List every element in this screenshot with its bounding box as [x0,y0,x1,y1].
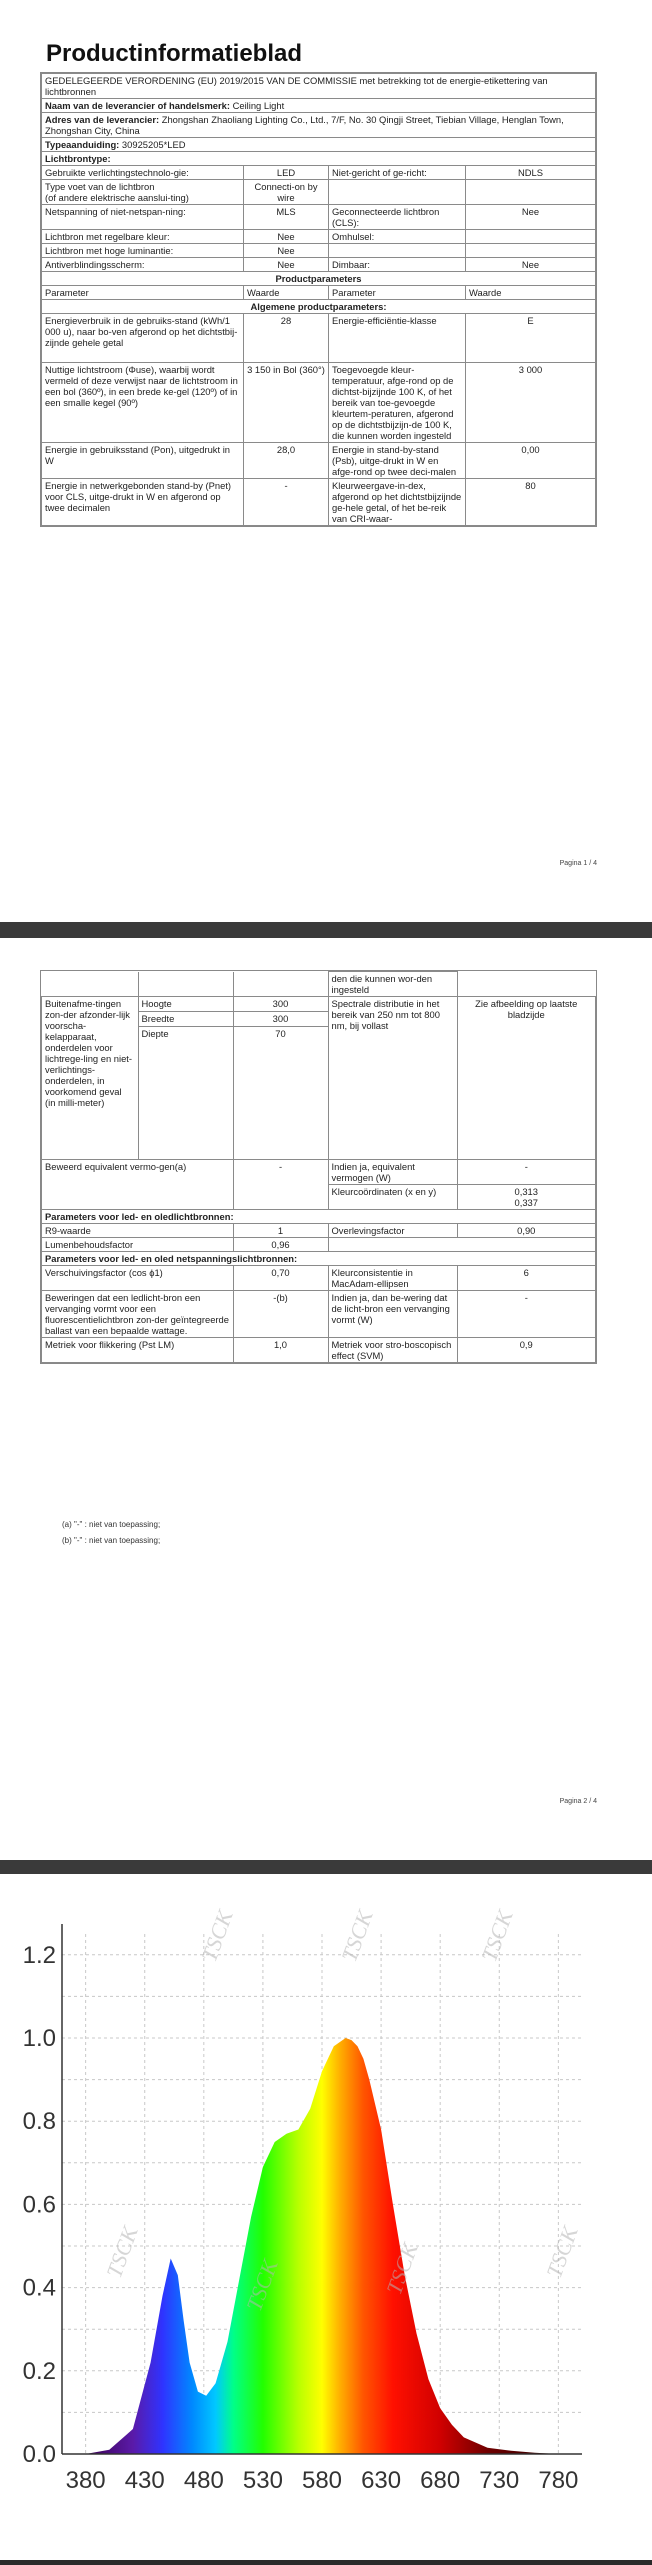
y-tick-label: 0.2 [22,2357,56,2385]
supplier-value: Ceiling Light [232,100,285,111]
cell: Geconnecteerde lichtbron (CLS): [329,205,466,230]
cell: 0,70 [233,1266,328,1291]
cell: Omhulsel: [329,230,466,244]
y-tick-label: 0.0 [22,2441,56,2468]
table-row [42,1238,596,1252]
cell: Kleurcoördinaten (x en y) [328,1185,457,1210]
col-parameter: Parameter [42,286,244,300]
section-mains: Parameters voor led- en oled netspanningslichtbronnen: [42,1252,596,1266]
x-tick-label: 630 [361,2467,402,2494]
watermark-text: TSCK [336,1906,378,1965]
col-value: Waarde [466,286,596,300]
y-tick-labels [23,1942,56,2468]
x-tick-label: 580 [302,2467,342,2494]
y-tick-label: 0.8 [22,2108,56,2136]
table-row [42,180,596,205]
section-general: Algemene productparameters: [42,300,596,314]
spectrum-area [86,2038,559,2454]
table-row [42,1160,596,1185]
cell: 0,90 [457,1224,596,1238]
cell: Beweringen dat een ledlicht-bron een vervanging vormt voor een fluorescentielichtbron zon-der geïntegreerde ballast van een bepaalde wattage. [42,1291,234,1338]
footnote-a: (a) "-" : niet van toepassing; [62,1520,161,1529]
table-row [42,230,596,244]
cell: NDLS [466,166,596,180]
y-tick-label: 1.0 [22,2025,56,2052]
section-productparams: Productparameters [42,272,596,286]
address-label: Adres van de leverancier: [45,114,160,125]
cell: - [244,479,329,526]
x-tick-label: 380 [65,2467,106,2494]
y-tick-label: 0.4 [22,2274,56,2302]
table-row [42,997,596,1012]
x-tick-label: 480 [183,2467,224,2494]
dim-label: Hoogte [138,997,233,1012]
type-value: 30925205*LED [121,139,186,150]
cell: Gebruikte verlichtingstechnolo-gie: [42,166,244,180]
cell: 0,9 [457,1338,596,1363]
cell: Nee [244,244,329,258]
cell: Nee [244,230,329,244]
x-tick-label: 680 [420,2467,461,2494]
cell: - [457,1291,596,1338]
table-row [42,972,596,997]
cell: Connecti-on by wire [244,180,329,205]
cell [466,230,596,244]
cell: MLS [244,205,329,230]
table-row [42,1224,596,1238]
cell: Nee [244,258,329,272]
cell: Lumenbehoudsfactor [42,1238,234,1252]
watermark-text: TSCK [381,2239,423,2298]
outer-dims-label: Buitenafme-tingen zon-der afzonder-lijk voorscha-kelapparaat, onderdelen voor lichtrege-ling en niet-verlichtings-onderdelen, in voorkomend geval (in milli-meter) [42,997,139,1160]
product-info-table [41,73,596,526]
cell: - [233,1160,328,1210]
type-row [42,138,596,152]
regulation-text: GEDELEGEERDE VERORDENING (EU) 2019/2015 VAN DE COMMISSIE met betrekking tot de energie-etikettering van lichtbronnen [42,74,596,99]
cell [466,180,596,205]
x-tick-label: 430 [124,2467,165,2494]
cell: Kleurweergave-in-dex, afgerond op het dichtstbijzijnde ge-hele getal, of het be-reik van CRI-waar- [329,479,466,526]
page-number: Pagina 1 / 4 [559,860,597,867]
cell: Energieverbruik in de gebruiks-stand (kWh/1 000 u), naar bo-ven afgerond op het dichtstbij-zijnde gehele getal [42,314,244,363]
section-led: Parameters voor led- en oledlichtbronnen: [42,1210,596,1224]
col-parameter: Parameter [329,286,466,300]
dim-value: 300 [233,997,328,1012]
watermark-text: TSCK [196,1906,238,1965]
page-separator [0,1860,652,1874]
watermark-text: TSCK [476,1906,518,1965]
table-row [42,166,596,180]
cell: 80 [466,479,596,526]
cell: 3 000 [466,363,596,443]
cell: Toegevoegde kleur-temperatuur, afge-rond op de dichtst-bijzijnde 100 K, of het bereik van toe-gevoegde kleurtem-peraturen, afgerond op de dichtstbijzijn-de 100 K, die kunnen worden ingesteld [329,363,466,443]
x-tick-label: 730 [479,2467,520,2494]
table-row [42,1338,596,1363]
table-row [42,205,596,230]
cell: Beweerd equivalent vermo-gen(a) [42,1160,234,1210]
cell: -(b) [233,1291,328,1338]
chart-area [86,2038,559,2454]
x-tick-label: 530 [242,2467,283,2494]
cell: Indien ja, dan be-wering dat de licht-bron een vervanging vormt (W) [328,1291,457,1338]
page-title: Productinformatieblad [46,40,303,67]
cell: Energie in gebruiksstand (Pon), uitgedrukt in W [42,443,244,479]
cell: R9-waarde [42,1224,234,1238]
table-row [42,244,596,258]
cell: Type voet van de lichtbron (of andere elektrische aanslui-ting) [42,180,244,205]
cell: Energie in netwerkgebonden stand-by (Pnet) voor CLS, uitge-drukt in W en afgerond op twee decimalen [42,479,244,526]
dim-label: Diepte [138,1027,233,1160]
table-row [42,363,596,443]
cell: 1 [233,1224,328,1238]
cell: Nee [466,258,596,272]
y-tick-label: 1.2 [22,1941,56,1969]
table-row [42,479,596,526]
cell: Overlevingsfactor [328,1224,457,1238]
supplier-label: Naam van de leverancier of handelsmerk: [45,100,230,111]
cell: Nee [466,205,596,230]
cell: Verschuivingsfactor (cos ϕ1) [42,1266,234,1291]
cell: - [457,1160,596,1185]
cell: 0,00 [466,443,596,479]
table-row [42,1291,596,1338]
cell [466,244,596,258]
table-row [42,1266,596,1291]
cell: Metriek voor flikkering (Pst LM) [42,1338,234,1363]
cell: E [466,314,596,363]
page-2 [0,938,652,1860]
watermark-text: TSCK [541,2223,583,2281]
col-value: Waarde [244,286,329,300]
table-row [42,314,596,363]
dim-label: Breedte [138,1012,233,1027]
cell: 6 [457,1266,596,1291]
cell: den die kunnen wor-den ingesteld [328,972,457,997]
header-row [42,286,596,300]
cell: 28,0 [244,443,329,479]
spectral-value: Zie afbeelding op laatste bladzijde [457,997,596,1160]
address-value: Zhongshan Zhaoliang Lighting Co., Ltd., 7/F, No. 30 Qingji Street, Tiebian Village, Henglan Town, Zhongshan City, China [45,114,564,136]
source-type-label: Lichtbrontype: [42,152,596,166]
y-tick-label: 0.6 [22,2191,56,2219]
cell: 28 [244,314,329,363]
cell: Netspanning of niet-netspan-ning: [42,205,244,230]
cell: Indien ja, equivalent vermogen (W) [328,1160,457,1185]
cell: 3 150 in Bol (360°) [244,363,329,443]
spectral-label: Spectrale distributie in het bereik van 250 nm tot 800 nm, bij vollast [328,997,457,1160]
cell [329,244,466,258]
cell: 1,0 [233,1338,328,1363]
page-1 [0,0,652,922]
dim-value: 70 [233,1027,328,1160]
cell: Lichtbron met hoge luminantie: [42,244,244,258]
cell: 0,96 [233,1238,328,1252]
spectrum-chart [0,1874,652,2560]
cell: 0,313 0,337 [457,1185,596,1210]
table-row [42,443,596,479]
cell: Niet-gericht of ge-richt: [329,166,466,180]
info-table-frame-2 [40,970,597,1364]
cell: Metriek voor stro-boscopisch effect (SVM) [328,1338,457,1363]
page-3 [0,1874,652,2560]
cell: Energie in stand-by-stand (Psb), uitge-drukt in W en afge-rond op twee deci-malen [329,443,466,479]
page-number: Pagina 2 / 4 [559,1798,597,1805]
x-tick-labels [66,2467,579,2494]
watermark-text: TSCK [241,2256,283,2315]
cell [329,180,466,205]
table-row [42,258,596,272]
x-tick-label: 780 [538,2467,579,2494]
address-row [42,113,596,138]
cell: Lichtbron met regelbare kleur: [42,230,244,244]
dim-value: 300 [233,1012,328,1027]
supplier-row [42,99,596,113]
cell: LED [244,166,329,180]
cell: Antiverblindingsscherm: [42,258,244,272]
cell: Nuttige lichtstroom (Φuse), waarbij wordt vermeld of deze verwijst naar de lichtstroom in een bol (360º), in een brede ke-gel (120º) of in een smalle kegel (90º) [42,363,244,443]
cell: Kleurconsistentie in MacAdam-ellipsen [328,1266,457,1291]
cell: Energie-efficiëntie-klasse [329,314,466,363]
type-label: Typeaanduiding: [45,139,120,150]
info-table-frame [40,72,597,527]
page-separator [0,922,652,938]
footnote-b: (b) "-" : niet van toepassing; [62,1536,161,1545]
cell: Dimbaar: [329,258,466,272]
product-info-table-2 [41,971,596,1363]
watermark-text: TSCK [101,2223,143,2281]
